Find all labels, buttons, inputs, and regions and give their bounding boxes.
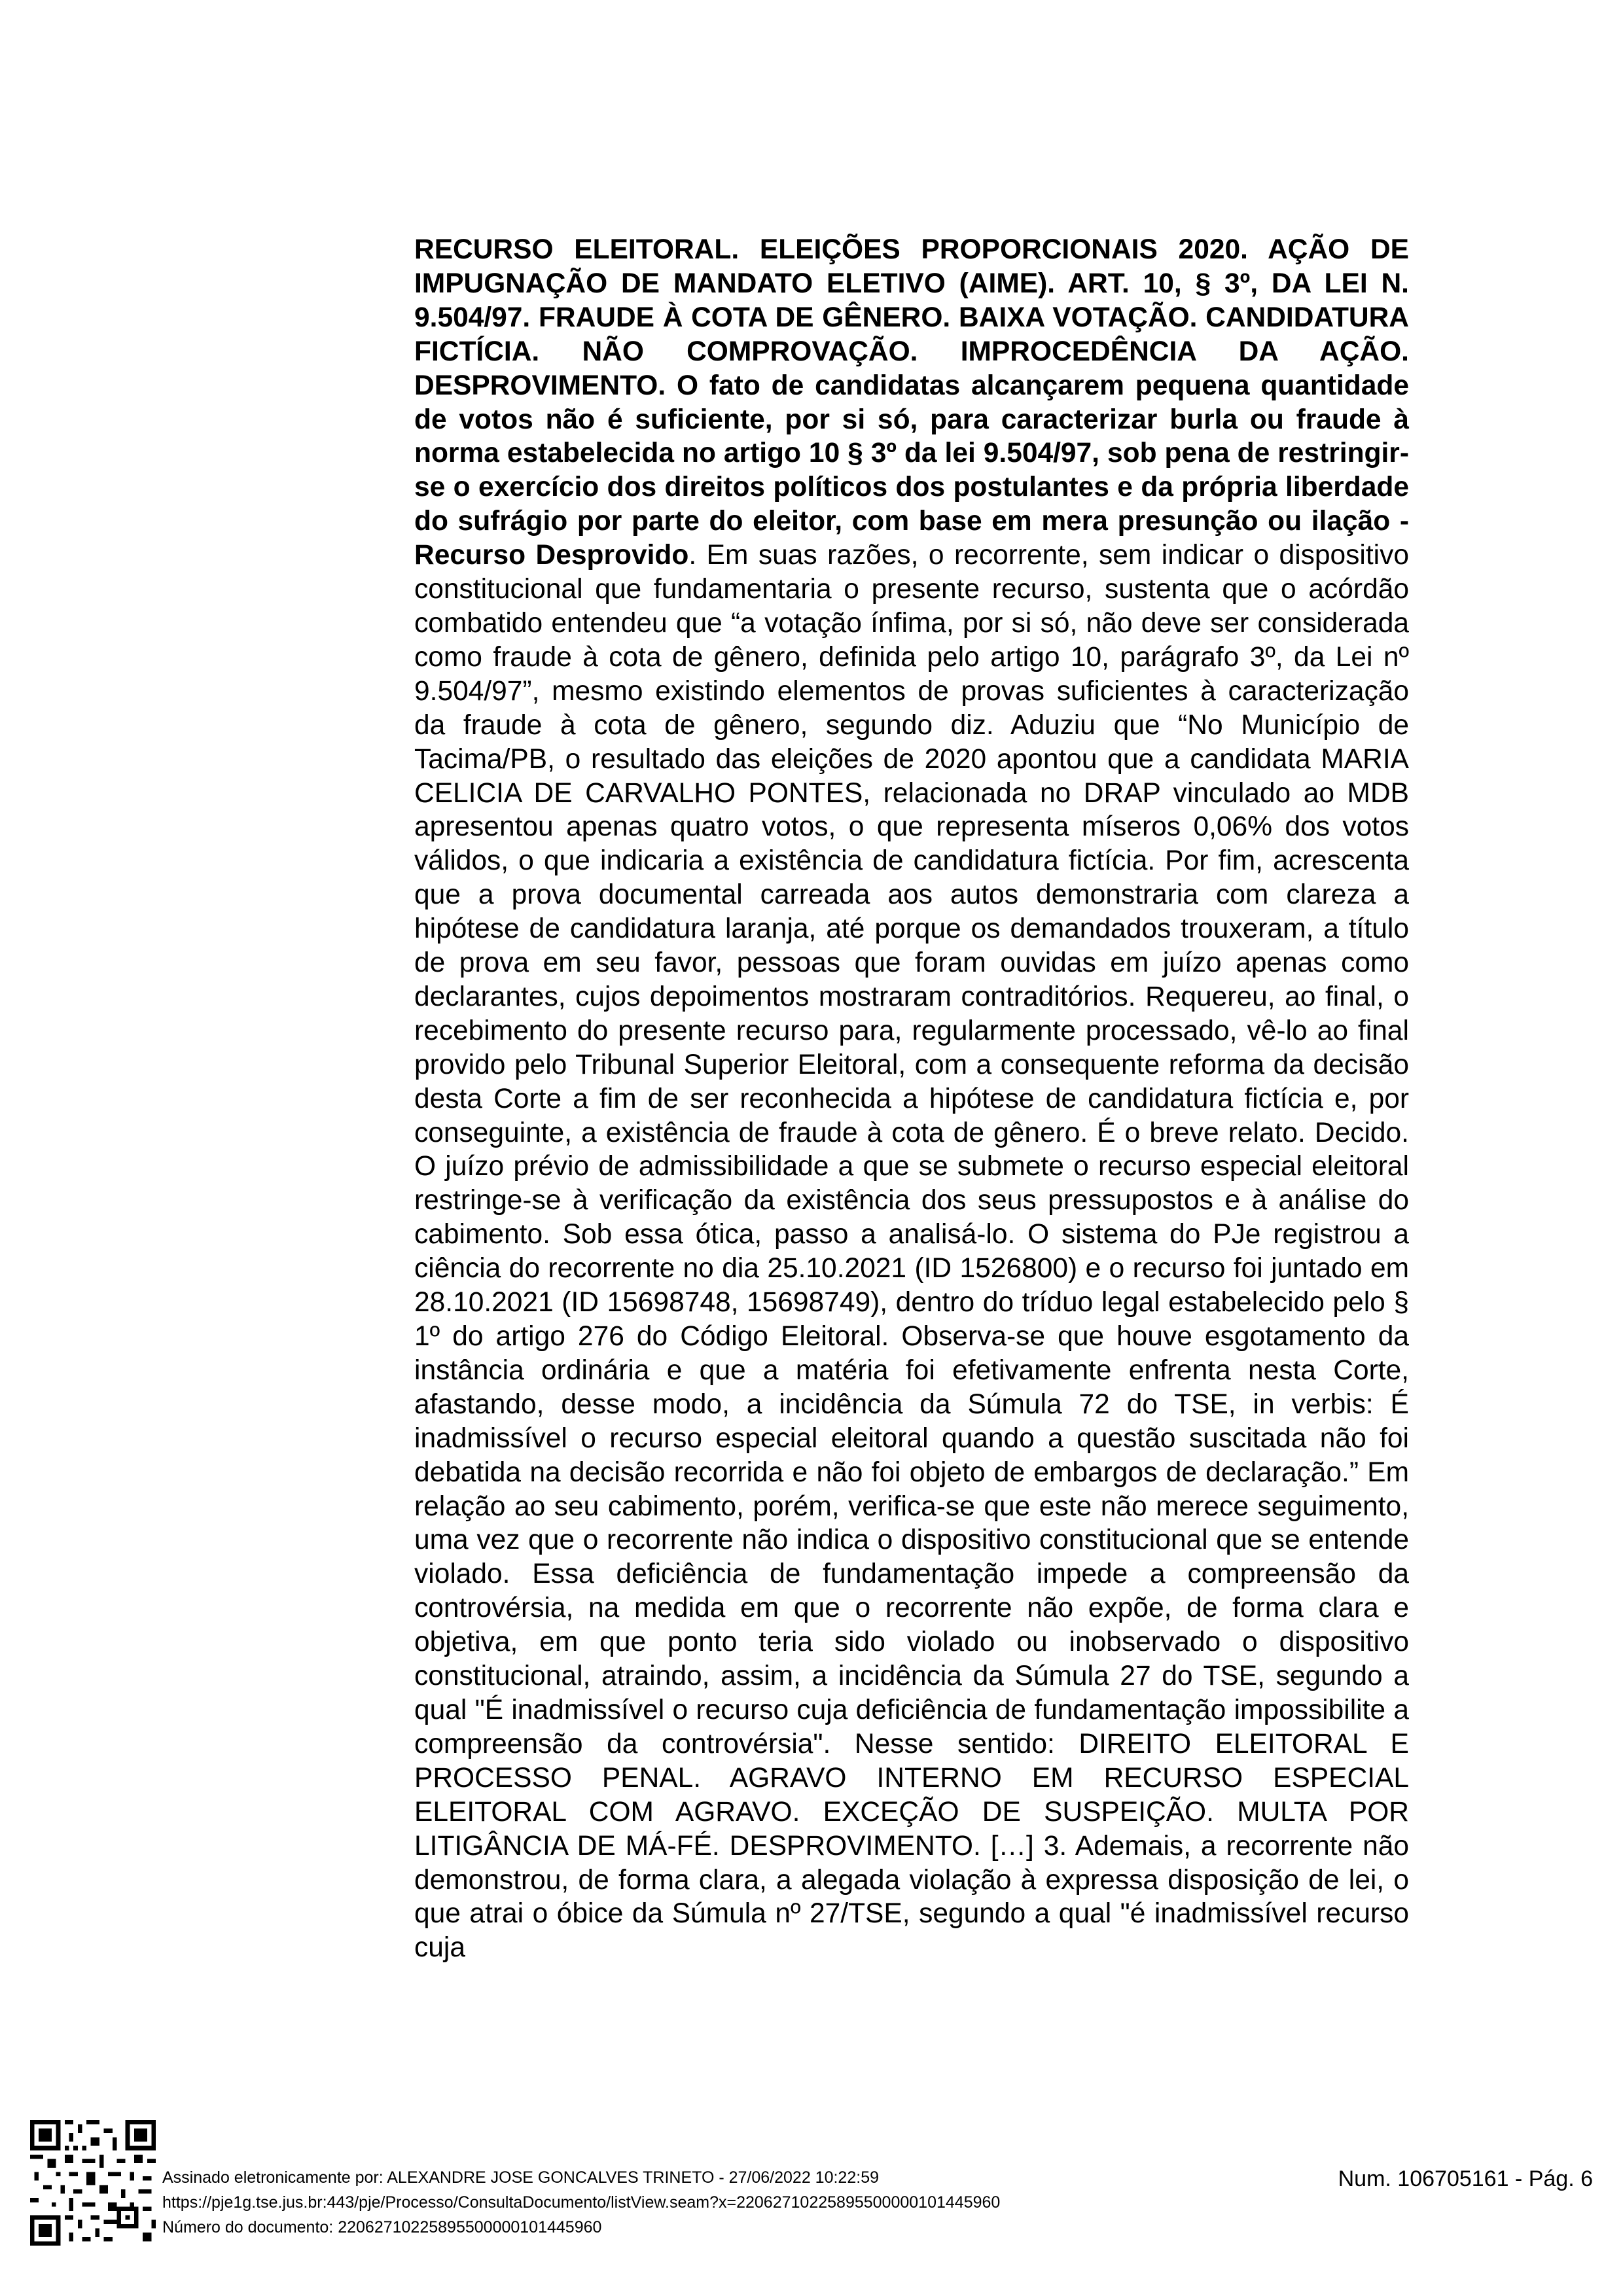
verification-url[interactable]: https://pje1g.tse.jus.br:443/pje/Processo/ConsultaDocumento/listView.seam?x=22062710225895500000101445960 (162, 2193, 1001, 2212)
ementa-heading: RECURSO ELEITORAL. ELEIÇÕES PROPORCIONAIS 2020. AÇÃO DE IMPUGNAÇÃO DE MANDATO ELETIVO (AIME). ART. 10, § 3º, DA LEI N. 9.504/97. FRAUDE À COTA DE GÊNERO. BAIXA VOTAÇÃO. CANDIDATURA FICTÍCIA. NÃO COMPROVAÇÃO. IMPROCEDÊNCIA DA AÇÃO. DESPROVIMENTO. (414, 234, 1409, 401)
ementa-summary: O fato de candidatas alcançarem pequena quantidade de votos não é suficiente, por si só, para caracterizar burla ou fraude à norma estabelecida no artigo 10 § 3º da lei 9.504/97, sob pena de restringir-se o exercício dos direitos políticos dos postulantes e da própria liberdade do sufrágio por parte do eleitor, com base em mera presunção ou ilação - Recurso Desprovido (414, 370, 1409, 571)
signature-block (162, 2165, 1000, 2240)
paragraph (414, 233, 1409, 1965)
document-number: Número do documento: 22062710225895500000101445960 (162, 2218, 602, 2236)
page-number: Num. 106705161 - Pág. 6 (1338, 2166, 1593, 2191)
signed-by-line: Assinado eletronicamente por: ALEXANDRE JOSE GONCALVES TRINETO - 27/06/2022 10:22:59 (162, 2168, 879, 2187)
qr-code-icon (30, 2120, 156, 2246)
body-text (414, 233, 1409, 1965)
decision-text: . Em suas razões, o recorrente, sem indicar o dispositivo constitucional que fundamentaria o presente recurso, sustenta que o acórdão combatido entendeu que “a votação ínfima, por si só, não deve ser considerada como fraude à cota de gênero, definida pelo artigo 10, parágrafo 3º, da Lei nº 9.504/97”, mesmo existindo elementos de provas suficientes à caracterização da fraude à cota de gênero, segundo diz. Aduziu que “No Município de Tacima/PB, o resultado das eleições de 2020 apontou que a candidata MARIA CELICIA DE CARVALHO PONTES, relacionada no DRAP vinculado ao MDB apresentou apenas quatro votos, o que representa míseros 0,06% dos votos válidos, o que indicaria a existência de candidatura fictícia. Por fim, acrescenta que a prova documental carreada aos autos demonstraria com clareza a hipótese de candidatura laranja, até porque os demandados trouxeram, a título de prova em seu favor, pessoas que foram ouvidas em juízo apenas como declarantes, cujos depoimentos mostraram contraditórios. Requereu, ao final, o recebimento do presente recurso para, regularmente processado, vê-lo ao final provido pelo Tribunal Superior Eleitoral, com a consequente reforma da decisão desta Corte a fim de ser reconhecida a hipótese de candidatura fictícia e, por conseguinte, a existência de fraude à cota de gênero. É o breve relato. Decido. O juízo prévio de admissibilidade a que se submete o recurso especial eleitoral restringe-se à verificação da existência dos seus pressupostos e à análise do cabimento. Sob essa ótica, passo a analisá-lo. O sistema do PJe registrou a ciência do recorrente no dia 25.10.2021 (ID 1526800) e o recurso foi juntado em 28.10.2021 (ID 15698748, 15698749), dentro do tríduo legal estabelecido pelo § 1º do artigo 276 do Código Eleitoral. Observa-se que houve esgotamento da instância ordinária e que a matéria foi efetivamente enfrenta nesta Corte, afastando, desse modo, a incidência da Súmula 72 do TSE, in verbis: É inadmissível o recurso especial eleitoral quando a questão suscitada não foi debatida na decisão recorrida e não foi objeto de embargos de declaração.” Em relação ao seu cabimento, porém, verifica-se que este não merece seguimento, uma vez que o recorrente não indica o dispositivo constitucional que se entende violado. Essa deficiência de fundamentação impede a compreensão da controvérsia, na medida em que o recorrente não expõe, de forma clara e objetiva, em que ponto teria sido violado ou inobservado o dispositivo constitucional, atraindo, assim, a incidência da Súmula 27 do TSE, segundo a qual "É inadmissível o recurso cuja deficiência de fundamentação impossibilite a compreensão da controvérsia". Nesse sentido: DIREITO ELEITORAL E PROCESSO PENAL. AGRAVO INTERNO EM RECURSO ESPECIAL ELEITORAL COM AGRAVO. EXCEÇÃO DE SUSPEIÇÃO. MULTA POR LITIGÂNCIA DE MÁ-FÉ. DESPROVIMENTO. […] 3. Ademais, a recorrente não demonstrou, de forma clara, a alegada violação à expressa disposição de lei, o que atrai o óbice da Súmula nº 27/TSE, segundo a qual "é inadmissível recurso cuja (414, 540, 1409, 1964)
